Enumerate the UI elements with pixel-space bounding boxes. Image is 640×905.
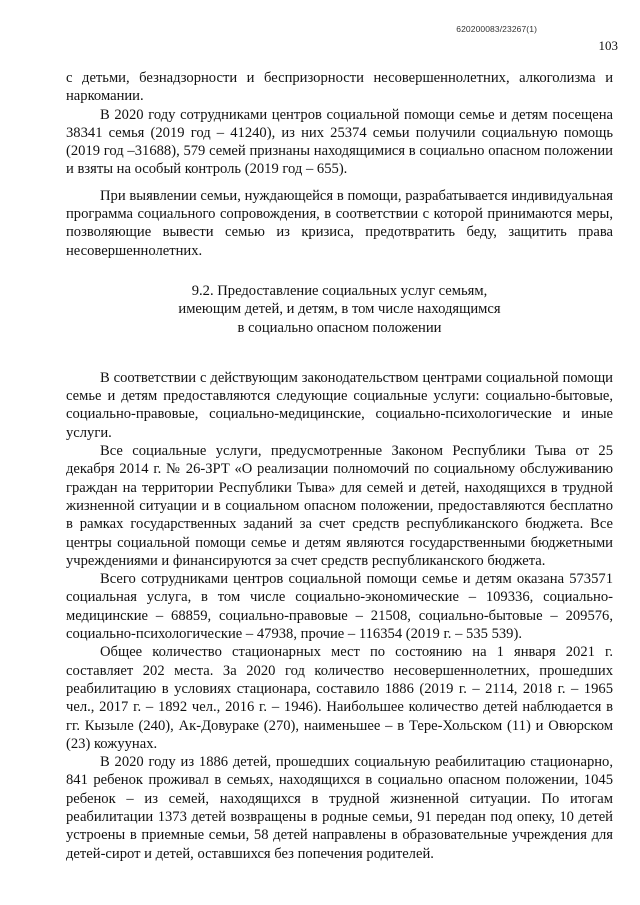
paragraph: с детьми, безнадзорности и беспризорности несовершеннолетних, алкоголизма и наркомании. [66, 70, 613, 105]
paragraph: В соответствии с действующим законодательством центрами социальной помощи семье и детям предоставляются следующие социальные услуги: социально-бытовые, социально-правовые, социально-медицинские, социально-психологические и иные услуги. [66, 369, 613, 441]
document-body [66, 69, 613, 863]
paragraph: Все социальные услуги, предусмотренные Законом Республики Тыва от 25 декабря 2014 г. № 26-ЗРТ «О реализации полномочий по социальному обслуживанию граждан на территории Республики Тыва» для семей и детей, находящихся в трудной жизненной ситуации и в социальном опасном положении, предоставляются бесплатно в рамках государственных заданий за счет средств республиканского бюджета. Все центры социальной помощи семье и детям являются государственными бюджетными учреждениями и финансируются за счет средств республиканского бюджета. [66, 443, 613, 569]
paragraph: В 2020 году сотрудниками центров социальной помощи семье и детям посещена 38341 семья (2019 год – 41240), из них 25374 семьи получили социальную помощь (2019 год –31688), 579 семей признаны находящимися в социально опасном положении и взяты на особый контроль (2019 год – 655). [66, 106, 613, 178]
paragraph: Общее количество стационарных мест по состоянию на 1 января 2021 г. составляет 202 места. За 2020 год количество несовершеннолетних, прошедших реабилитацию в условиях стационара, составило 1886 (2019 г. – 2114, 2018 г. – 1965 чел., 2017 г. – 1892 чел., 2016 г. – 1946). Наибольшее количество детей наблюдается в гг. Кызыле (240), Ак-Довураке (270), наименьшее – в Тере-Хольском (11) и Овюрском (23) кожуунах. [66, 644, 613, 752]
section-heading-line: в социально опасном положении [237, 319, 442, 336]
page-number: 103 [598, 38, 618, 53]
section-heading-line: 9.2. Предоставление социальных услуг семьям, [191, 282, 488, 299]
paragraph: В 2020 году из 1886 детей, прошедших социальную реабилитацию стационарно, 841 ребенок проживал в семьях, находящихся в социально опасном положении, 1045 ребенок – из семей, находящихся в трудной жизненной ситуации. По итогам реабилитации 1373 детей возвращены в родные семьи, 91 передан под опеку, 10 детей устроены в приемные семьи, 58 детей направлены в образовательные учреждения для детей-сирот и детей, оставшихся без попечения родителей. [66, 754, 613, 862]
section-heading [66, 282, 613, 337]
paragraph: Всего сотрудниками центров социальной помощи семье и детям оказана 573571 социальная услуга, в том числе социально-экономические – 109336, социально-медицинские – 68859, социально-правовые – 21508, социально-бытовые – 209576, социально-психологические – 47938, прочие – 116354 (2019 г. – 535 539). [66, 571, 613, 643]
document-id: 620200083/23267(1) [456, 24, 537, 34]
paragraph: При выявлении семьи, нуждающейся в помощи, разрабатывается индивидуальная программа социального сопровождения, в соответствии с которой принимаются меры, позволяющие вывести семью из кризиса, предотвратить беду, защитить права несовершеннолетних. [66, 187, 613, 259]
section-heading-line: имеющим детей, и детям, в том числе находящимся [178, 301, 501, 318]
